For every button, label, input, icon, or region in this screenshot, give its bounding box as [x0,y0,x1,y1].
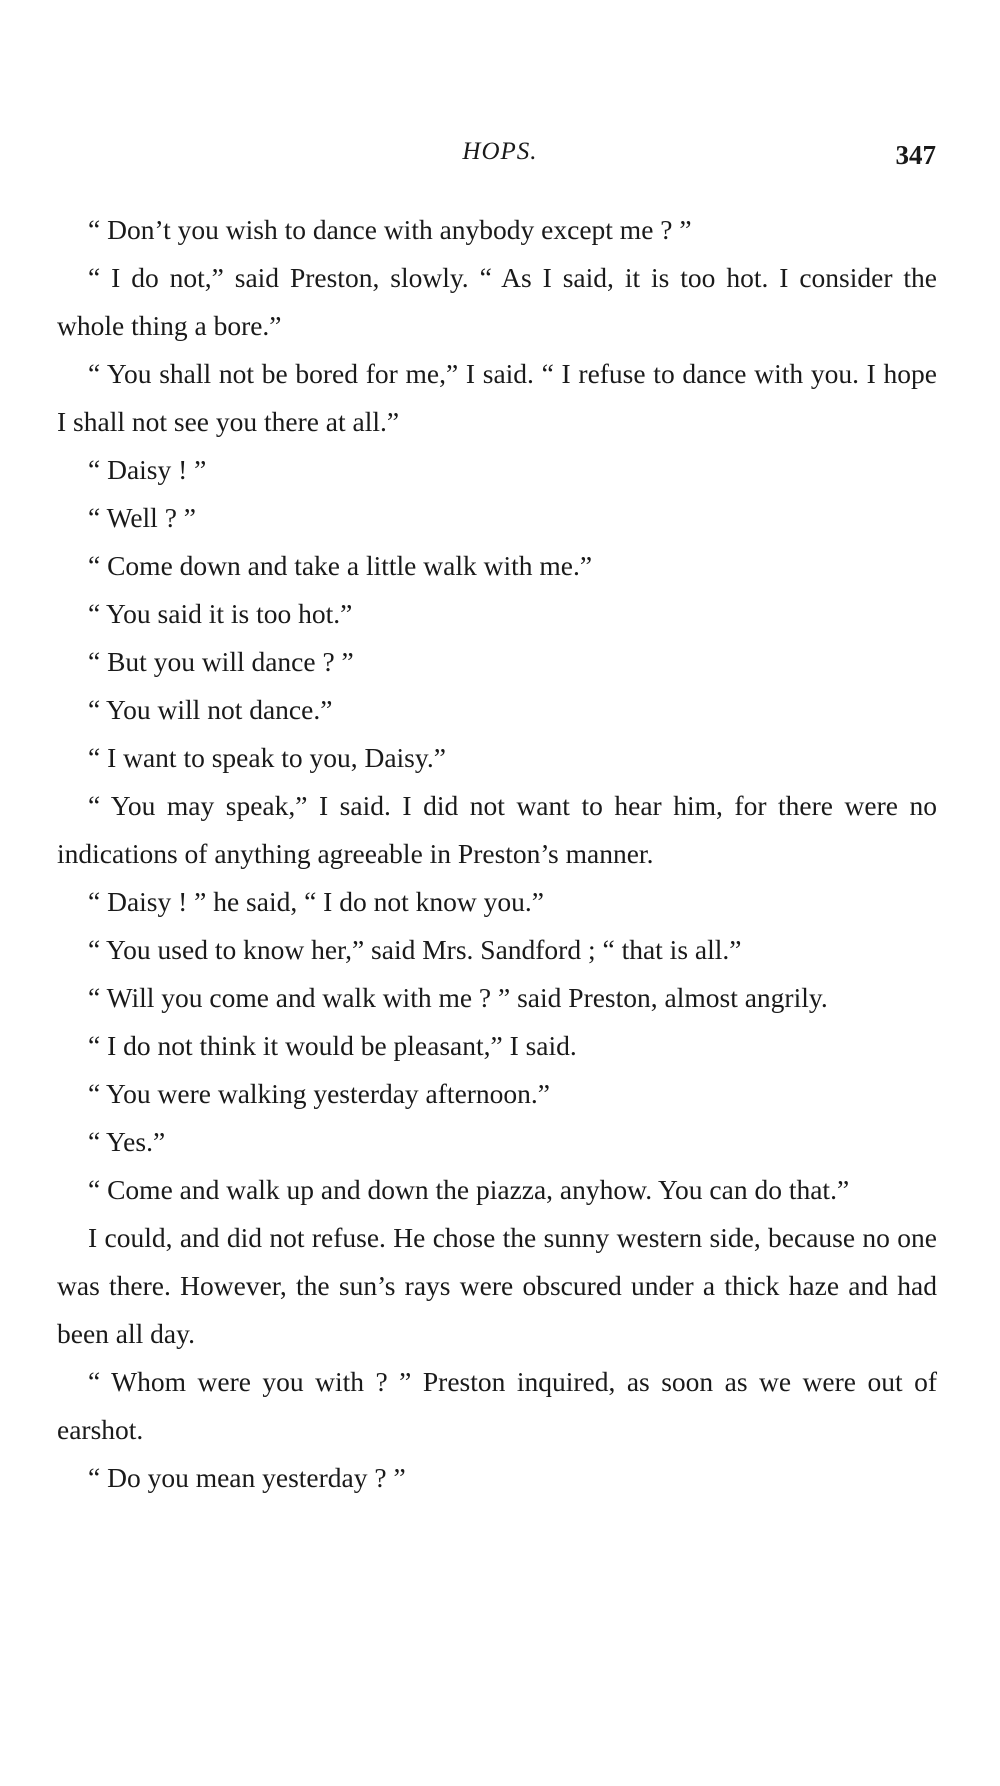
paragraph: “ You may speak,” I said. I did not want to hear him, for there were no indications of anything agreeable in Preston’s manner. [57,790,937,869]
paragraph: “ You said it is too hot.” [88,598,353,629]
paragraph: “ I do not,” said Preston, slowly. “ As I said, it is too hot. I consider the whole thing a bore.” [57,262,937,341]
paragraph: “ You were walking yesterday afternoon.” [88,1078,551,1109]
paragraph: “ You shall not be bored for me,” I said. “ I refuse to dance with you. I hope I shall not see you there at all.” [57,358,937,437]
paragraph: “ But you will dance ? ” [88,646,354,677]
paragraph: I could, and did not refuse. He chose the sunny western side, because no one was there. However, the sun’s rays were obscured under a thick haze and had been all day. [57,1222,937,1349]
paragraph: “ Do you mean yesterday ? ” [88,1462,406,1493]
paragraph: “ You used to know her,” said Mrs. Sandford ; “ that is all.” [88,934,742,965]
paragraph: “ Well ? ” [88,502,196,533]
paragraph: “ Yes.” [88,1126,166,1157]
paragraph: “ I do not think it would be pleasant,” I said. [88,1030,577,1061]
running-head [0,136,1000,176]
paragraph: “ Will you come and walk with me ? ” said Preston, almost angrily. [88,982,828,1013]
paragraph: “ Come down and take a little walk with me.” [88,550,593,581]
paragraph: “ Daisy ! ” [88,454,207,485]
page-number: 347 [895,140,936,170]
paragraph: “ Whom were you with ? ” Preston inquired, as soon as we were out of earshot. [57,1366,937,1445]
running-title: HOPS. [462,138,538,165]
paragraph: “ Come and walk up and down the piazza, anyhow. You can do that.” [88,1174,850,1205]
paragraph: “ You will not dance.” [88,694,333,725]
paragraph: “ I want to speak to you, Daisy.” [88,742,446,773]
paragraph: “ Daisy ! ” he said, “ I do not know you.” [88,886,544,917]
paragraph: “ Don’t you wish to dance with anybody except me ? ” [88,214,692,245]
text-body [57,206,937,1502]
